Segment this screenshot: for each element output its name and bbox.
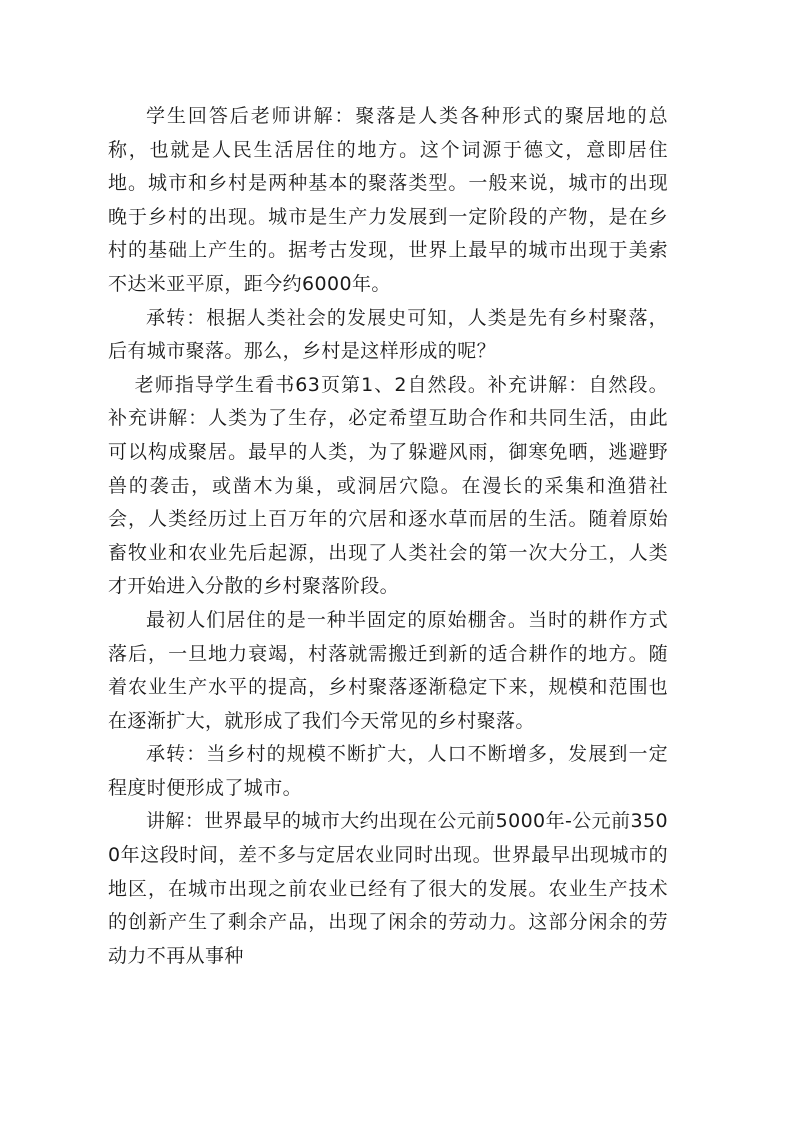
document-body xyxy=(108,100,668,973)
paragraph-early-shelters: 最初人们居住的是一种半固定的原始棚舍。当时的耕作方式落后，一旦地力衰竭，村落就需搬迁到新的适合耕作的地方。随着农业生产水平的提高，乡村聚落逐渐稳定下来，规模和范围也在逐渐扩大，就形成了我们今天常见的乡村聚落。 xyxy=(108,608,668,732)
paragraph-transition-city: 承转：当乡村的规模不断扩大，人口不断增多，发展到一定程度时便形成了城市。 xyxy=(108,743,668,799)
paragraph-teacher-guidance: 老师指导学生看书63页第1、2自然段。补充讲解：自然段。补充讲解：人类为了生存，必定希望互助合作和共同生活，由此可以构成聚居。最早的人类，为了躲避风雨，御寒免晒，逃避野兽的袭击，或凿木为巢，或洞居穴隐。在漫长的采集和渔猎社会，人类经历过上百万年的穴居和逐水草而居的生活。随着原始畜牧业和农业先后起源，出现了人类社会的第一次大分工，人类才开始进入分散的乡村聚落阶段。 xyxy=(108,373,668,598)
paragraph-earliest-cities: 讲解：世界最早的城市大约出现在公元前5000年-公元前3500年这段时间，差不多与定居农业同时出现。世界最早出现城市的地区，在城市出现之前农业已经有了很大的发展。农业生产技术的创新产生了剩余产品，出现了闲余的劳动力。这部分闲余的劳动力不再从事种 xyxy=(108,810,668,967)
paragraph-transition-village: 承转：根据人类社会的发展史可知，人类是先有乡村聚落，后有城市聚落。那么，乡村是这样形成的呢？ xyxy=(108,306,668,363)
paragraph-settlement-definition: 学生回答后老师讲解：聚落是人类各种形式的聚居地的总称，也就是人民生活居住的地方。这个词源于德文，意即居住地。城市和乡村是两种基本的聚落类型。一般来说，城市的出现晚于乡村的出现。城市是生产力发展到一定阶段的产物，是在乡村的基础上产生的。据考古发现，世界上最早的城市出现于美索不达米亚平原，距今约6000年。 xyxy=(108,105,668,295)
